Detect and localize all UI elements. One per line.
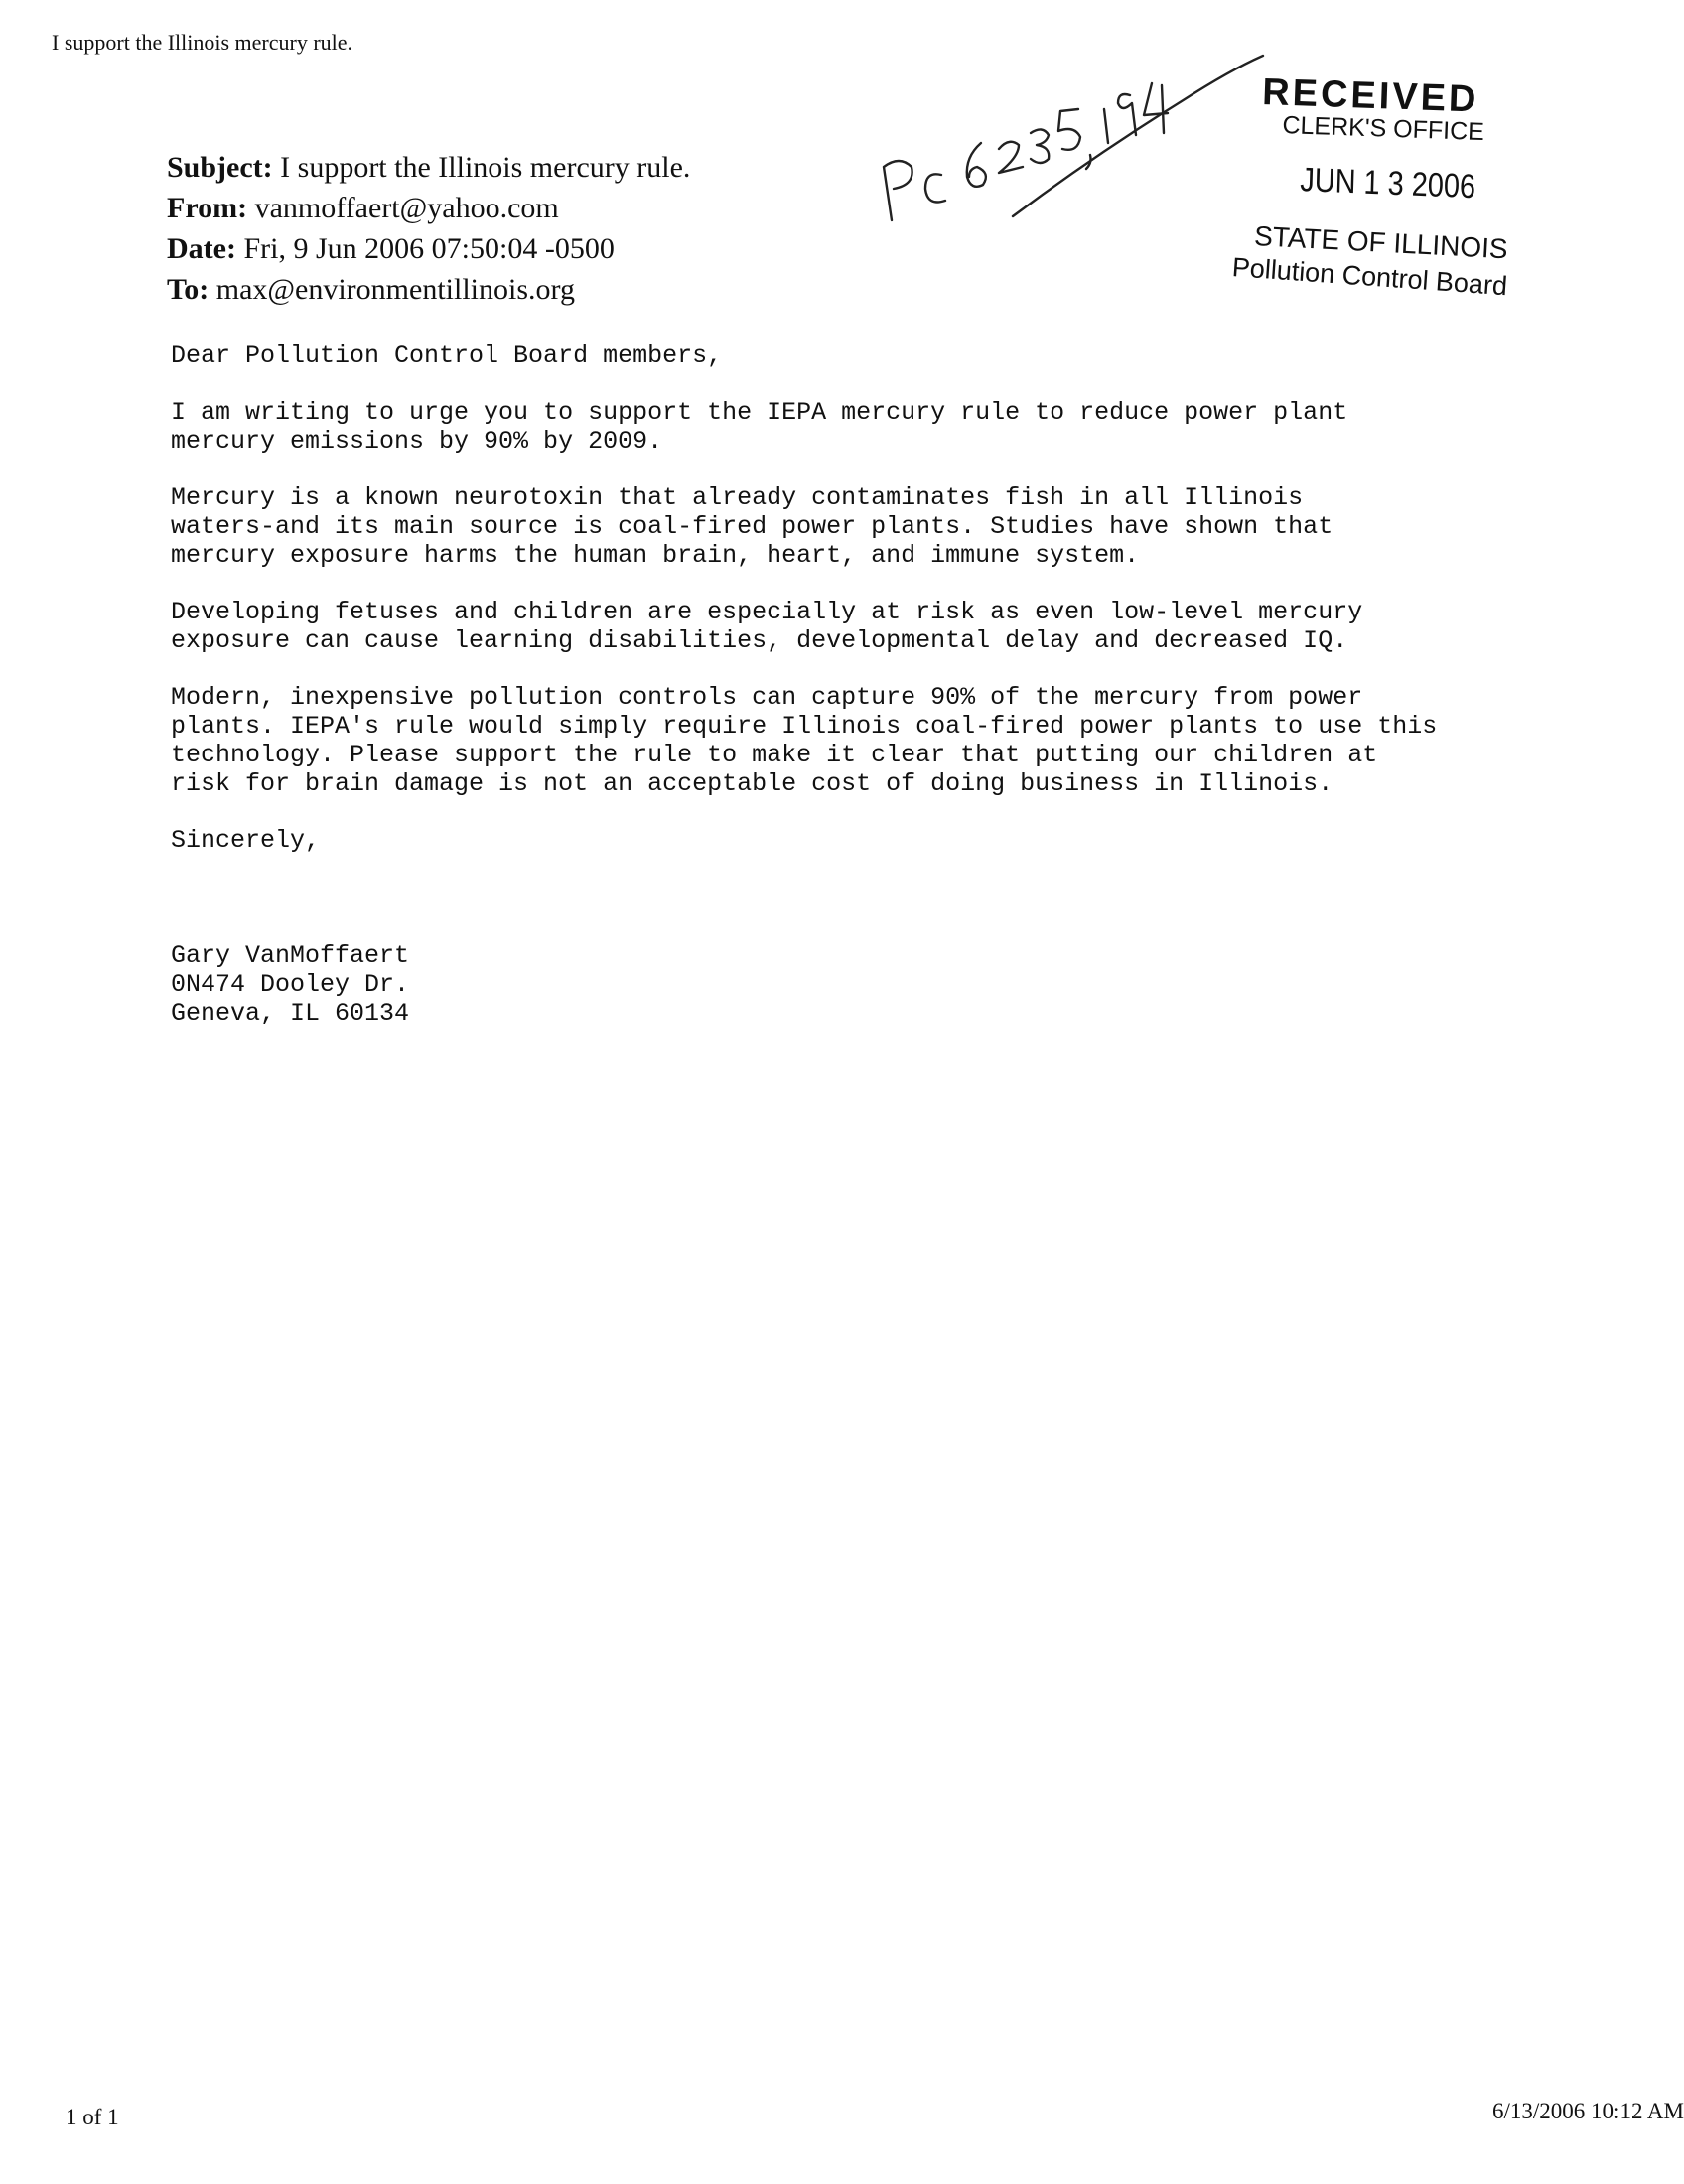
paragraph: Developing fetuses and children are especially at risk as even low-level mercury exposure can cause learning disabilities, developmental delay and decreased IQ. — [171, 598, 1363, 655]
print-timestamp: 6/13/2006 10:12 AM — [1492, 2099, 1684, 2123]
paragraph: Modern, inexpensive pollution controls can capture 90% of the mercury from power plants. IEPA's rule would simply require Illinois coal-fired power plants to use this technology. Please support the rule to make it clear that putting our children at risk for brain damage is not an acceptable cost of doing business in Illinois. — [171, 683, 1438, 798]
subject-label: Subject: — [167, 151, 273, 184]
received-stamp — [1221, 71, 1559, 310]
from-label: From: — [167, 192, 248, 224]
date-line — [167, 228, 690, 269]
stamp-date: JUN 1 3 2006 — [1299, 161, 1476, 206]
handwritten-annotation — [854, 40, 1271, 238]
page-number: 1 of 1 — [66, 2105, 119, 2129]
address-line: Geneva, IL 60134 — [171, 999, 410, 1027]
signature-name: Gary VanMoffaert — [171, 941, 410, 970]
date-label: Date: — [167, 232, 236, 265]
to-label: To: — [167, 273, 210, 306]
closing: Sincerely, — [171, 826, 321, 855]
subject-line — [167, 147, 690, 188]
stamp-office: CLERK'S OFFICE — [1282, 111, 1485, 147]
to-line — [167, 269, 690, 310]
date-value: Fri, 9 Jun 2006 07:50:04 -0500 — [243, 232, 615, 265]
subject-value: I support the Illinois mercury rule. — [280, 151, 691, 184]
paragraph: Mercury is a known neurotoxin that already contaminates fish in all Illinois waters-and its main source is coal-fired power plants. Studies have shown that mercury exposure harms the human brain, heart, and immune system. — [171, 483, 1333, 570]
print-title: I support the Illinois mercury rule. — [52, 30, 353, 55]
to-value: max@environmentillinois.org — [215, 273, 575, 306]
address-line: 0N474 Dooley Dr. — [171, 970, 410, 999]
from-line — [167, 188, 690, 228]
from-value: vanmoffaert@yahoo.com — [254, 192, 559, 224]
stamp-state: STATE OF ILLINOIS — [1253, 220, 1509, 265]
greeting: Dear Pollution Control Board members, — [171, 341, 723, 370]
stamp-received: RECEIVED — [1261, 71, 1480, 121]
email-header — [167, 147, 690, 310]
letter-body — [171, 341, 1561, 1027]
paragraph: I am writing to urge you to support the IEPA mercury rule to reduce power plant mercury emissions by 90% by 2009. — [171, 398, 1348, 456]
stamp-board: Pollution Control Board — [1230, 252, 1508, 302]
